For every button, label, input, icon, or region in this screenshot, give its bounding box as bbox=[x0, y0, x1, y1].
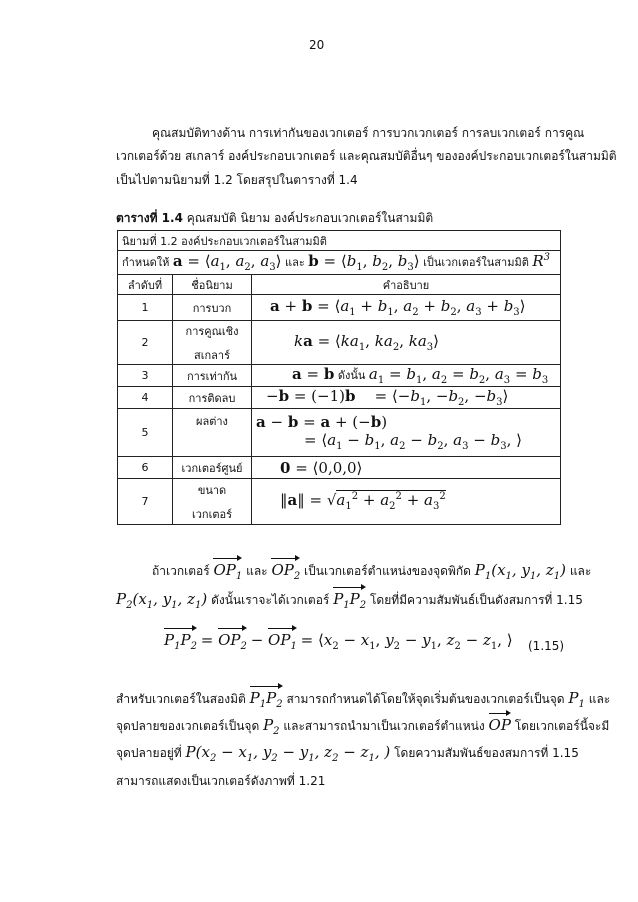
intro-line-1: คุณสมบัติทางด้าน การเท่ากันของเวกเตอร์ การบวกเวกเตอร์ การลบเวกเตอร์ การคูณ bbox=[152, 126, 585, 140]
table-caption-label: ตารางที่ 1.4 bbox=[116, 211, 183, 225]
given-a: $a = ⟨a_1$, $a_2$, $a_3⟩$ bbox=[172, 252, 282, 273]
given-r3: $R^3$ bbox=[532, 252, 551, 270]
difference-formula: a − b = a + (−b) = $⟨a_1 - b_1$, $a_2 - b_2$, $a_3 - b_3$, ⟩ bbox=[252, 409, 561, 457]
para3-line-1: สำหรับเวกเตอร์ในสองมิติ $P_1P_2$ สามารถกำหนดได้โดยให้จุดเริ่มต้นของเวกเตอร์เป็นจุด $P_1$ และ bbox=[116, 689, 611, 710]
table-header-row bbox=[118, 275, 561, 295]
equality-formula: a = b ดังนั้น $a_1 = b_1$, $a_2 = b_2$, $a_3 = b_3$ bbox=[252, 365, 561, 387]
header-no: ลำดับที่ bbox=[118, 275, 173, 295]
table-row: 1 การบวก $a + b = ⟨a_1 + b_1$, $a_2 + b_2$, $a_3$ + $b_3⟩$ bbox=[118, 295, 561, 321]
para3-line-4: สามารถแสดงเป็นเวกเตอร์ดังภาพที่ 1.21 bbox=[116, 774, 326, 788]
table-title: นิยามที่ 1.2 องค์ประกอบเวกเตอร์ในสามมิติ bbox=[118, 231, 561, 251]
table-given-row bbox=[118, 251, 561, 275]
scalar-formula: ka = $⟨ka_1$, $ka_2$, $ka_3⟩$ bbox=[252, 321, 561, 365]
equation-1-15: $P_1P_2 = OP_2 - OP_1$ = $⟨x_2 - x_1$, $y_2 - y_1$, $z_2 - z_1$, ⟩ bbox=[164, 631, 513, 652]
table-given: กำหนดให้ $a = ⟨a_1$, $a_2$, $a_3⟩$ และ $b = ⟨b_1$, $b_2$, $b_3⟩$ เป็นเวกเตอร์ในสามมิติ $R^3$ bbox=[118, 251, 561, 275]
given-b: $b = ⟨b_1$, $b_2$, $b_3⟩$ bbox=[308, 252, 420, 273]
definition-table bbox=[117, 230, 561, 525]
negation-formula: −b = (−1)b = $⟨-b_1$, $-b_2$, $-b_3⟩$ bbox=[252, 387, 561, 409]
table-row: 2 การคูณเชิง สเกลาร์ ka = $⟨ka_1$, $ka_2$, $ka_3⟩$ bbox=[118, 321, 561, 365]
header-desc: คำอธิบาย bbox=[252, 275, 561, 295]
table-row: 4 การติดลบ −b = (−1)b = $⟨-b_1$, $-b_2$, $-b_3⟩$ bbox=[118, 387, 561, 409]
table-caption bbox=[116, 209, 433, 228]
page-number: 20 bbox=[309, 38, 325, 52]
para2-line-1: ถ้าเวกเตอร์ $OP_1$ และ $OP_2$ เป็นเวกเตอร์ตำแหน่งของจุดพิกัด $P_1(x_1$, $y_1$, $z_1$) และ bbox=[152, 561, 592, 582]
table-row: 5 ผลต่าง a − b = a + (−b) = $⟨a_1 - b_1$, $a_2 - b_2$, $a_3 - b_3$, ⟩ bbox=[118, 409, 561, 457]
addition-formula: $a + b = ⟨a_1 + b_1$, $a_2 + b_2$, $a_3$ + $b_3⟩$ bbox=[252, 295, 561, 321]
table-row: 3 การเท่ากัน a = b ดังนั้น $a_1 = b_1$, $a_2 = b_2$, $a_3 = b_3$ bbox=[118, 365, 561, 387]
para3-line-3: จุดปลายอยู่ที่ $P(x_2 - x_1$, $y_2 - y_1$, $z_2 - z_1$, ) โดยความสัมพันธ์ของสมการที่ 1.15 bbox=[116, 743, 579, 764]
intro-line-2: เวกเตอร์ด้วย สเกลาร์ องค์ประกอบเวกเตอร์ และคุณสมบัติอื่นๆ ขององค์ประกอบเวกเตอร์ในสามมิติ bbox=[116, 149, 617, 163]
table-title-row bbox=[118, 231, 561, 251]
table-caption-text: คุณสมบัติ นิยาม องค์ประกอบเวกเตอร์ในสามมิติ bbox=[186, 211, 434, 225]
table-row: 7 ขนาด เวกเตอร์ ‖a‖ = $√a_1^2 + a_2^2 + a_3^2$ bbox=[118, 479, 561, 525]
magnitude-formula: ‖a‖ = $√a_1^2 + a_2^2 + a_3^2$ bbox=[252, 479, 561, 525]
equation-number: (1.15) bbox=[528, 639, 565, 653]
para3-line-2: จุดปลายของเวกเตอร์เป็นจุด $P_2$ และสามารถนำมาเป็นเวกเตอร์ตำแหน่ง OP โดยเวกเตอร์นี้จะมี bbox=[116, 716, 610, 737]
header-name: ชื่อนิยาม bbox=[173, 275, 252, 295]
table-row: 6 เวกเตอร์ศูนย์ 0 = ⟨0,0,0⟩ bbox=[118, 457, 561, 479]
zero-vector-formula: 0 = ⟨0,0,0⟩ bbox=[252, 457, 561, 479]
intro-line-3: เป็นไปตามนิยามที่ 1.2 โดยสรุปในตารางที่ 1.4 bbox=[116, 173, 358, 187]
para2-line-2: $P_2(x_1$, $y_1$, $z_1$) ดังนั้นเราจะได้เวกเตอร์ $P_1P_2$ โดยที่มีความสัมพันธ์เป็นดังสมการที่ 1.15 bbox=[116, 590, 583, 611]
